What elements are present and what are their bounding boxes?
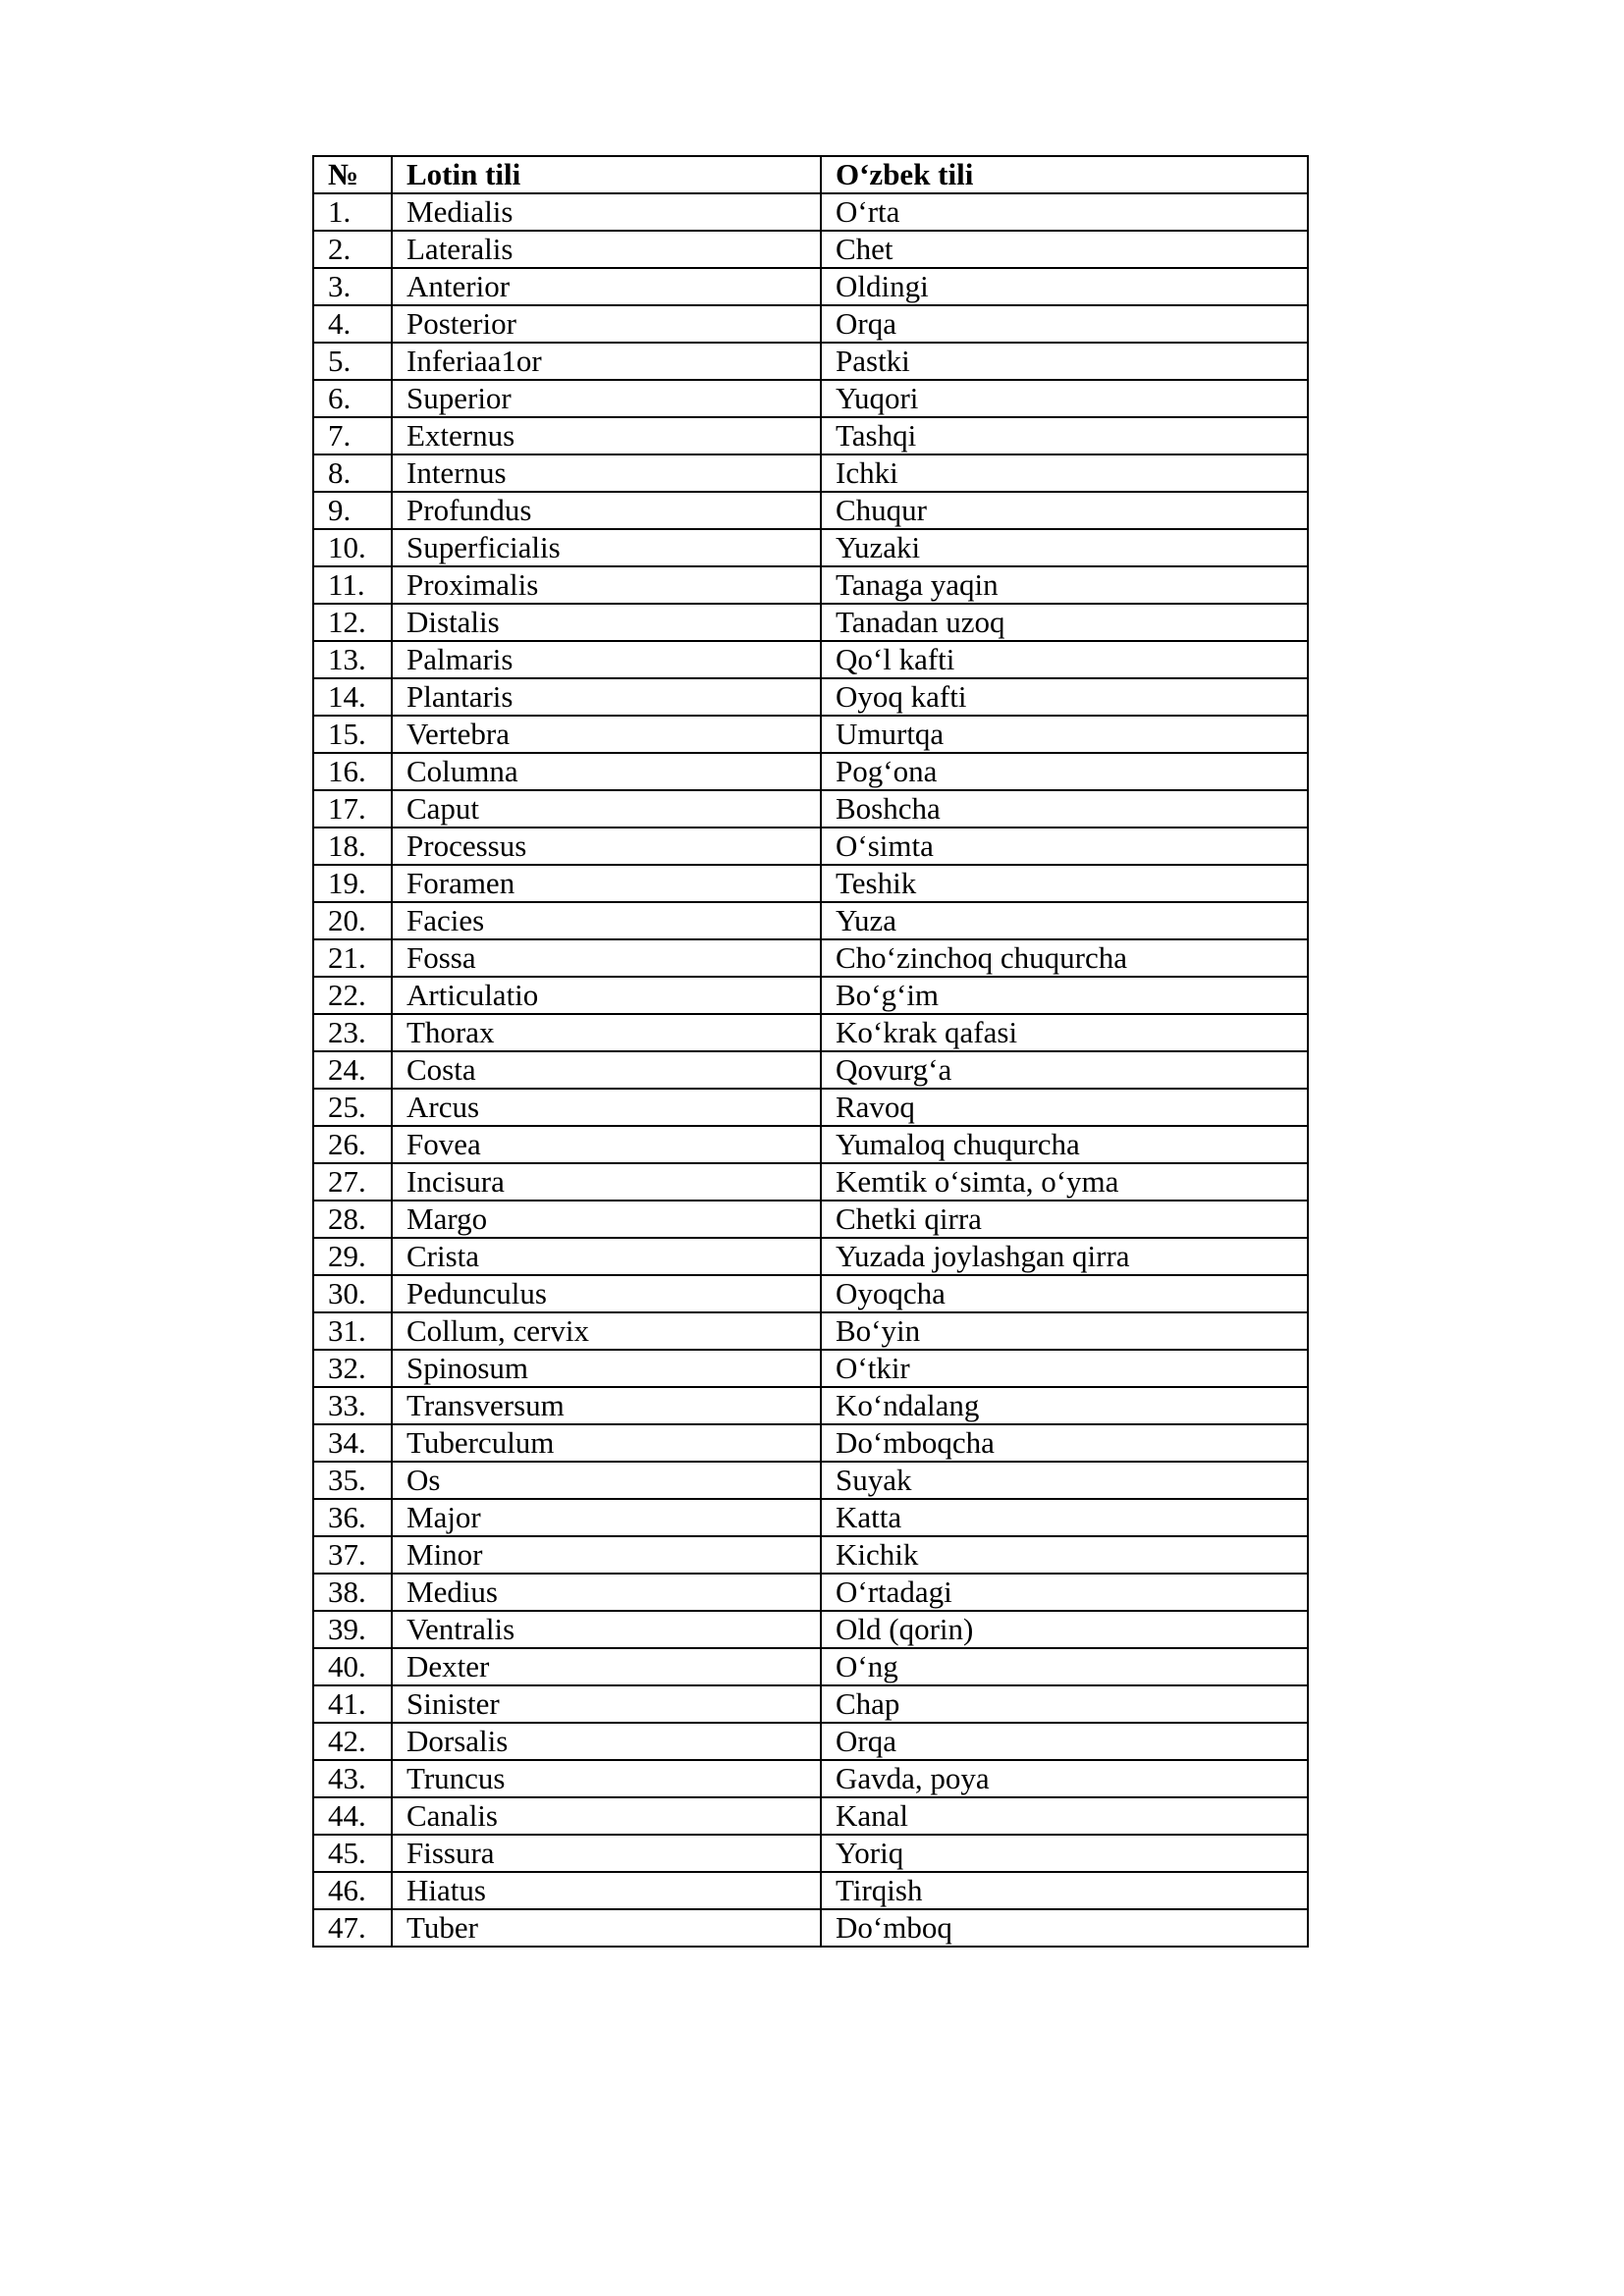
row-number-cell: 34.	[313, 1424, 392, 1462]
row-number-cell: 35.	[313, 1462, 392, 1499]
table-row	[313, 1275, 1308, 1312]
row-number-cell: 37.	[313, 1536, 392, 1574]
uzbek-term-cell: Pog‘ona	[821, 753, 1308, 790]
header-row	[313, 156, 1308, 193]
latin-term-cell: Lateralis	[392, 231, 821, 268]
table-row	[313, 1760, 1308, 1797]
row-number-cell: 25.	[313, 1089, 392, 1126]
uzbek-term-cell: O‘simta	[821, 828, 1308, 865]
header-latin: Lotin tili	[392, 156, 821, 193]
uzbek-term-cell: Chet	[821, 231, 1308, 268]
latin-term-cell: Hiatus	[392, 1872, 821, 1909]
latin-term-cell: Transversum	[392, 1387, 821, 1424]
uzbek-term-cell: Kichik	[821, 1536, 1308, 1574]
uzbek-term-cell: Yuqori	[821, 380, 1308, 417]
table-row	[313, 1648, 1308, 1685]
row-number-cell: 45.	[313, 1835, 392, 1872]
latin-term-cell: Columna	[392, 753, 821, 790]
uzbek-term-cell: Tashqi	[821, 417, 1308, 454]
uzbek-term-cell: Boshcha	[821, 790, 1308, 828]
row-number-cell: 14.	[313, 678, 392, 716]
latin-term-cell: Sinister	[392, 1685, 821, 1723]
latin-term-cell: Proximalis	[392, 566, 821, 604]
table-row	[313, 1835, 1308, 1872]
uzbek-term-cell: Pastki	[821, 343, 1308, 380]
latin-term-cell: Fossa	[392, 939, 821, 977]
uzbek-term-cell: Kanal	[821, 1797, 1308, 1835]
row-number-cell: 19.	[313, 865, 392, 902]
latin-term-cell: Thorax	[392, 1014, 821, 1051]
table-row	[313, 417, 1308, 454]
latin-term-cell: Fovea	[392, 1126, 821, 1163]
uzbek-term-cell: O‘ng	[821, 1648, 1308, 1685]
table-row	[313, 716, 1308, 753]
row-number-cell: 5.	[313, 343, 392, 380]
latin-term-cell: Costa	[392, 1051, 821, 1089]
uzbek-term-cell: Chuqur	[821, 492, 1308, 529]
row-number-cell: 36.	[313, 1499, 392, 1536]
row-number-cell: 21.	[313, 939, 392, 977]
table-row	[313, 1574, 1308, 1611]
table-row	[313, 1163, 1308, 1201]
table-row	[313, 939, 1308, 977]
uzbek-term-cell: Bo‘g‘im	[821, 977, 1308, 1014]
uzbek-term-cell: Do‘mboq	[821, 1909, 1308, 1947]
uzbek-term-cell: Do‘mboqcha	[821, 1424, 1308, 1462]
latin-term-cell: Incisura	[392, 1163, 821, 1201]
uzbek-term-cell: Orqa	[821, 305, 1308, 343]
row-number-cell: 28.	[313, 1201, 392, 1238]
uzbek-term-cell: Oyoqcha	[821, 1275, 1308, 1312]
uzbek-term-cell: Ravoq	[821, 1089, 1308, 1126]
table-row	[313, 1350, 1308, 1387]
latin-term-cell: Pedunculus	[392, 1275, 821, 1312]
uzbek-term-cell: Qo‘l kafti	[821, 641, 1308, 678]
row-number-cell: 32.	[313, 1350, 392, 1387]
table-row	[313, 566, 1308, 604]
row-number-cell: 20.	[313, 902, 392, 939]
row-number-cell: 31.	[313, 1312, 392, 1350]
table-row	[313, 1014, 1308, 1051]
row-number-cell: 4.	[313, 305, 392, 343]
latin-term-cell: Plantaris	[392, 678, 821, 716]
uzbek-term-cell: Yoriq	[821, 1835, 1308, 1872]
table-row	[313, 1462, 1308, 1499]
row-number-cell: 7.	[313, 417, 392, 454]
row-number-cell: 1.	[313, 193, 392, 231]
latin-term-cell: Articulatio	[392, 977, 821, 1014]
table-row	[313, 1685, 1308, 1723]
row-number-cell: 8.	[313, 454, 392, 492]
table-row	[313, 268, 1308, 305]
row-number-cell: 46.	[313, 1872, 392, 1909]
uzbek-term-cell: Kemtik o‘simta, o‘yma	[821, 1163, 1308, 1201]
uzbek-term-cell: Orqa	[821, 1723, 1308, 1760]
table-row	[313, 305, 1308, 343]
table-row	[313, 865, 1308, 902]
table-row	[313, 753, 1308, 790]
row-number-cell: 10.	[313, 529, 392, 566]
row-number-cell: 9.	[313, 492, 392, 529]
row-number-cell: 12.	[313, 604, 392, 641]
uzbek-term-cell: Yuzaki	[821, 529, 1308, 566]
table-row	[313, 1312, 1308, 1350]
uzbek-term-cell: Bo‘yin	[821, 1312, 1308, 1350]
latin-term-cell: Tuberculum	[392, 1424, 821, 1462]
latin-term-cell: Dexter	[392, 1648, 821, 1685]
uzbek-term-cell: Tanaga yaqin	[821, 566, 1308, 604]
uzbek-term-cell: Oyoq kafti	[821, 678, 1308, 716]
row-number-cell: 26.	[313, 1126, 392, 1163]
table-row	[313, 1051, 1308, 1089]
uzbek-term-cell: Qovurg‘a	[821, 1051, 1308, 1089]
table-row	[313, 1499, 1308, 1536]
latin-term-cell: Inferiaa1or	[392, 343, 821, 380]
table-row	[313, 1536, 1308, 1574]
latin-term-cell: Dorsalis	[392, 1723, 821, 1760]
latin-term-cell: Foramen	[392, 865, 821, 902]
uzbek-term-cell: Yumaloq chuqurcha	[821, 1126, 1308, 1163]
table-row	[313, 604, 1308, 641]
latin-term-cell: Minor	[392, 1536, 821, 1574]
table-row	[313, 1238, 1308, 1275]
latin-term-cell: Collum, cervix	[392, 1312, 821, 1350]
latin-term-cell: Medialis	[392, 193, 821, 231]
latin-term-cell: Facies	[392, 902, 821, 939]
latin-term-cell: Os	[392, 1462, 821, 1499]
latin-term-cell: Internus	[392, 454, 821, 492]
latin-term-cell: Fissura	[392, 1835, 821, 1872]
row-number-cell: 16.	[313, 753, 392, 790]
table-row	[313, 1201, 1308, 1238]
latin-term-cell: Posterior	[392, 305, 821, 343]
row-number-cell: 18.	[313, 828, 392, 865]
row-number-cell: 3.	[313, 268, 392, 305]
header-uzbek: O‘zbek tili	[821, 156, 1308, 193]
uzbek-term-cell: O‘rta	[821, 193, 1308, 231]
uzbek-term-cell: Tirqish	[821, 1872, 1308, 1909]
table-row	[313, 1909, 1308, 1947]
table-row	[313, 828, 1308, 865]
table-row	[313, 902, 1308, 939]
uzbek-term-cell: Cho‘zinchoq chuqurcha	[821, 939, 1308, 977]
uzbek-term-cell: Suyak	[821, 1462, 1308, 1499]
uzbek-term-cell: Katta	[821, 1499, 1308, 1536]
row-number-cell: 2.	[313, 231, 392, 268]
uzbek-term-cell: Chetki qirra	[821, 1201, 1308, 1238]
table-row	[313, 1089, 1308, 1126]
uzbek-term-cell: Tanadan uzoq	[821, 604, 1308, 641]
table-row	[313, 1797, 1308, 1835]
row-number-cell: 42.	[313, 1723, 392, 1760]
latin-term-cell: Profundus	[392, 492, 821, 529]
latin-term-cell: Vertebra	[392, 716, 821, 753]
row-number-cell: 23.	[313, 1014, 392, 1051]
row-number-cell: 22.	[313, 977, 392, 1014]
latin-term-cell: Externus	[392, 417, 821, 454]
uzbek-term-cell: Gavda, poya	[821, 1760, 1308, 1797]
latin-term-cell: Superficialis	[392, 529, 821, 566]
latin-term-cell: Palmaris	[392, 641, 821, 678]
uzbek-term-cell: Oldingi	[821, 268, 1308, 305]
table-row	[313, 790, 1308, 828]
uzbek-term-cell: Old (qorin)	[821, 1611, 1308, 1648]
row-number-cell: 33.	[313, 1387, 392, 1424]
table-row	[313, 343, 1308, 380]
uzbek-term-cell: Yuzada joylashgan qirra	[821, 1238, 1308, 1275]
row-number-cell: 6.	[313, 380, 392, 417]
row-number-cell: 17.	[313, 790, 392, 828]
table-row	[313, 678, 1308, 716]
row-number-cell: 44.	[313, 1797, 392, 1835]
uzbek-term-cell: O‘tkir	[821, 1350, 1308, 1387]
uzbek-term-cell: Ko‘ndalang	[821, 1387, 1308, 1424]
table-row	[313, 1723, 1308, 1760]
row-number-cell: 11.	[313, 566, 392, 604]
latin-term-cell: Superior	[392, 380, 821, 417]
latin-term-cell: Distalis	[392, 604, 821, 641]
table-row	[313, 492, 1308, 529]
row-number-cell: 39.	[313, 1611, 392, 1648]
table-row	[313, 1872, 1308, 1909]
uzbek-term-cell: O‘rtadagi	[821, 1574, 1308, 1611]
row-number-cell: 43.	[313, 1760, 392, 1797]
row-number-cell: 38.	[313, 1574, 392, 1611]
uzbek-term-cell: Yuza	[821, 902, 1308, 939]
row-number-cell: 30.	[313, 1275, 392, 1312]
row-number-cell: 13.	[313, 641, 392, 678]
row-number-cell: 24.	[313, 1051, 392, 1089]
table-row	[313, 529, 1308, 566]
row-number-cell: 15.	[313, 716, 392, 753]
latin-term-cell: Processus	[392, 828, 821, 865]
row-number-cell: 47.	[313, 1909, 392, 1947]
table-row	[313, 977, 1308, 1014]
latin-term-cell: Major	[392, 1499, 821, 1536]
table-row	[313, 193, 1308, 231]
table-header	[313, 156, 1308, 193]
latin-uzbek-terms-table	[312, 155, 1309, 1948]
uzbek-term-cell: Ichki	[821, 454, 1308, 492]
latin-term-cell: Medius	[392, 1574, 821, 1611]
latin-term-cell: Anterior	[392, 268, 821, 305]
latin-term-cell: Caput	[392, 790, 821, 828]
table-row	[313, 1611, 1308, 1648]
row-number-cell: 27.	[313, 1163, 392, 1201]
table-row	[313, 231, 1308, 268]
latin-term-cell: Ventralis	[392, 1611, 821, 1648]
uzbek-term-cell: Umurtqa	[821, 716, 1308, 753]
row-number-cell: 40.	[313, 1648, 392, 1685]
latin-term-cell: Crista	[392, 1238, 821, 1275]
uzbek-term-cell: Chap	[821, 1685, 1308, 1723]
table-row	[313, 454, 1308, 492]
table-row	[313, 641, 1308, 678]
header-number: №	[313, 156, 392, 193]
latin-term-cell: Tuber	[392, 1909, 821, 1947]
latin-term-cell: Arcus	[392, 1089, 821, 1126]
table-row	[313, 1126, 1308, 1163]
latin-term-cell: Margo	[392, 1201, 821, 1238]
row-number-cell: 29.	[313, 1238, 392, 1275]
table-row	[313, 1387, 1308, 1424]
uzbek-term-cell: Ko‘krak qafasi	[821, 1014, 1308, 1051]
uzbek-term-cell: Teshik	[821, 865, 1308, 902]
table-row	[313, 1424, 1308, 1462]
table-body	[313, 193, 1308, 1947]
row-number-cell: 41.	[313, 1685, 392, 1723]
table-row	[313, 380, 1308, 417]
latin-term-cell: Canalis	[392, 1797, 821, 1835]
latin-term-cell: Spinosum	[392, 1350, 821, 1387]
latin-term-cell: Truncus	[392, 1760, 821, 1797]
